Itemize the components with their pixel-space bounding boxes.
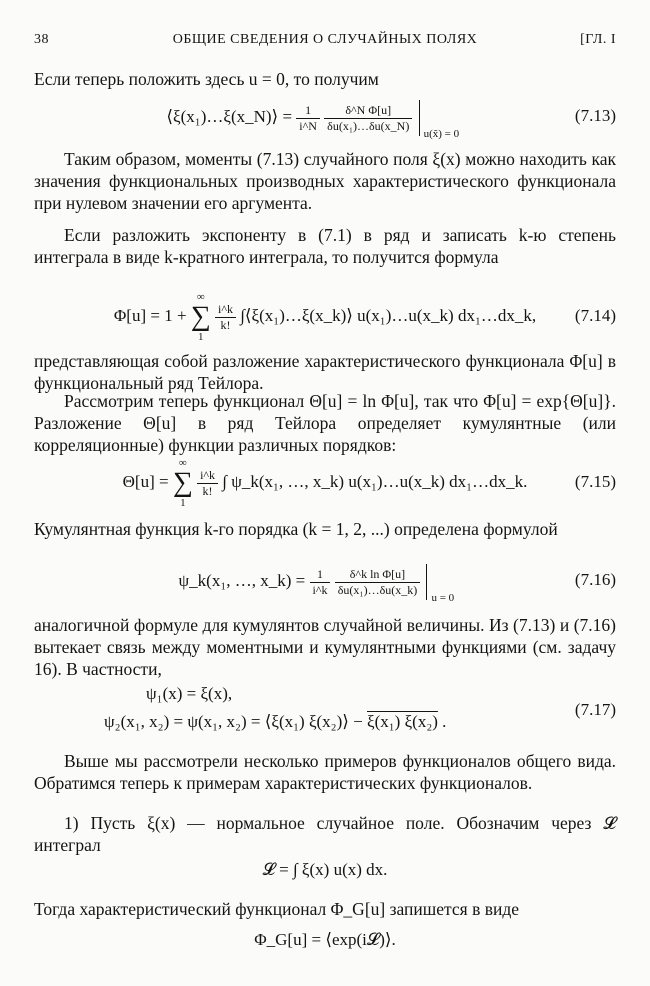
equation-lhs: Φ[u] = 1 + [113, 305, 187, 325]
equation-number: (7.13) [574, 106, 616, 125]
paragraph: 1) Пусть ξ(x) — нормальное случайное поле. Обозначим через 𝓛 интеграл [34, 813, 616, 855]
equation-body: ∫ ψ_k(x₁, …, x_k) u(x₁)…u(x_k) dx₁…dx_k. [222, 471, 528, 491]
equation-number: (7.14) [574, 306, 616, 325]
paragraph: Таким образом, моменты (7.13) случайного поля ξ(x) можно находить как значения функциональных производных характеристического функционала при нулевом значении его аргумента. [34, 149, 616, 213]
book-page [34, 0, 616, 986]
paragraph: Рассмотрим теперь функционал Θ[u] = ln Φ[u], так что Φ[u] = exp{Θ[u]}. Разложение Θ[u] в ряд Тейлора определяет кумулянтные (или корреляционные) функции различных порядков: [34, 391, 616, 455]
running-title: ОБЩИЕ СВЕДЕНИЯ О СЛУЧАЙНЫХ ПОЛЯХ [172, 32, 478, 47]
fraction: $\frac{1}{i\^{}k}$ [310, 567, 331, 598]
sum-symbol: ∞ ∑ 1 [172, 457, 193, 509]
derivative-fraction: $\frac{\text{δ\textasciicircum{}k ln Φ[u]}}{\text{δu(x₁)…δu(x\_k)}}$ [335, 567, 420, 598]
equation-number: (7.17) [574, 700, 616, 719]
paragraph: представляющая собой разложение характеристического функционала Φ[u] в функциональный ряд Тейлора. [34, 351, 616, 393]
equation-7-13 [34, 96, 616, 140]
equation-line: Φ_G[u] = ⟨exp(i𝓛)⟩. [254, 930, 396, 949]
equation-body: ∫⟨ξ(x₁)…ξ(x_k)⟩ u(x₁)…u(x_k) dx₁…dx_k, [240, 305, 537, 325]
equation-line: ψ₂(x₁, x₂) = ψ(x₁, x₂) = ⟨ξ(x₁) ξ(x₂)⟩ − ξ(x₁) ξ(x₂) . [104, 712, 447, 731]
equation-L [34, 860, 616, 890]
equation-lhs: ψ_k(x₁, …, x_k) = [178, 570, 306, 590]
equation-number: (7.16) [574, 570, 616, 589]
paragraph: Кумулянтная функция k-го порядка (k = 1, 2, ...) определена формулой [34, 519, 558, 539]
equation-lhs: ⟨ξ(x₁)…ξ(x_N)⟩ = [166, 106, 293, 126]
equation-number: (7.15) [574, 472, 616, 491]
coefficient-fraction: $\frac{i\^{}k}{k!}$ [215, 302, 236, 333]
equation-7-14 [34, 286, 616, 346]
equation-phi-g [34, 930, 616, 960]
evaluation-bar: u(x̃) = 0 [419, 100, 484, 136]
derivative-fraction: $\frac{\text{δ\textasciicircum{}N Φ[u]}}{\text{δu(x₁)…δu(x\_N)}}$ [324, 103, 412, 134]
equation-7-16 [34, 560, 616, 608]
evaluation-bar: u = 0 [426, 564, 471, 600]
chapter-label: [ГЛ. I [580, 32, 616, 47]
page-number: 38 [34, 32, 49, 47]
paragraph: Тогда характеристический функционал Φ_G[u] запишется в виде [34, 899, 520, 919]
equation-line: ψ₁(x) = ξ(x), [146, 684, 233, 703]
paragraph: Если разложить экспоненту в (7.1) в ряд и записать k-ю степень интеграла в виде k-кратного интеграла, то получится формула [34, 225, 616, 267]
equation-7-15 [34, 452, 616, 512]
fraction: $\frac{1}{i\^{}N}$ [296, 103, 320, 134]
equation-line: 𝓛 = ∫ ξ(x) u(x) dx. [262, 860, 388, 879]
coefficient-fraction: $\frac{i\^{}k}{k!}$ [197, 468, 218, 499]
equation-lhs: Θ[u] = [122, 471, 169, 491]
paragraph: Если теперь положить здесь u = 0, то получим [34, 69, 379, 89]
sum-symbol: ∞ ∑ 1 [190, 291, 211, 343]
paragraph: Выше мы рассмотрели несколько примеров функционалов общего вида. Обратимся теперь к примерам характеристических функционалов. [34, 751, 616, 793]
paragraph: аналогичной формуле для кумулянтов случайной величины. Из (7.13) и (7.16) вытекает связь между моментными и кумулянтными функциями (см. задачу 16). В частности, [34, 615, 616, 679]
equation-7-17 [34, 684, 616, 740]
